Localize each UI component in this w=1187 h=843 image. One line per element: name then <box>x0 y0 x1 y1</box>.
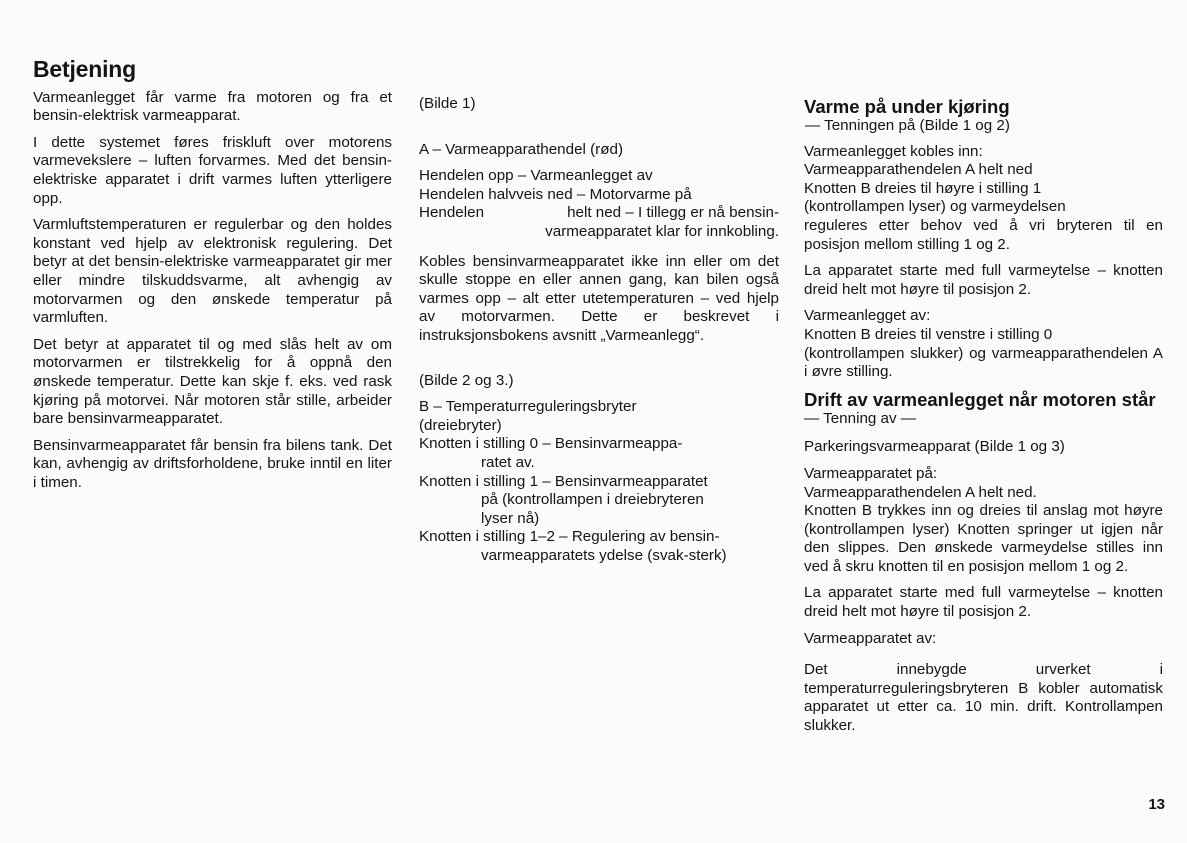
label-heater-off: Varmeapparatet av: <box>804 629 937 647</box>
label-heating-on: Varmeanlegget kobles inn: <box>804 142 983 160</box>
paragraph-auto-shutoff: Det innebygde urverket i temperaturreguleringsbryteren B kobler automatisk apparatet ut etter ca. 10 min. drift. Kontrollampen slukker. <box>804 661 1163 735</box>
section-parked-heat <box>804 389 1163 736</box>
label-heater-on: Varmeapparatet på: <box>804 464 938 482</box>
page-number: 13 <box>1148 796 1165 813</box>
subheading-ignition-off: — Tenning av — <box>804 409 916 427</box>
lever-position-down: Hendelen helt ned – I tillegg er nå bensin- <box>419 204 779 222</box>
switch-position-1: Knotten i stilling 1 – Bensinvarmeapparatet på (kontrollampen i dreiebryteren lyser nå) <box>419 472 708 527</box>
step-lamp-on: (kontrollampen lyser) og varmeydelsen <box>804 198 1066 216</box>
switch-position-1-2: Knotten i stilling 1–2 – Regulering av bensin- varmeapparatets ydelse (svak-sterk) <box>419 528 727 564</box>
heading-parked-heat: Drift av varmeanlegget når motoren står <box>804 388 1156 410</box>
step-lever-up: (kontrollampen slukker) og varmeapparathendelen A i øvre stilling. <box>804 344 1163 381</box>
paragraph-full-start: La apparatet starte med full varmeytelse – knotten dreid helt mot høyre til posisjon 2. <box>804 262 1163 298</box>
column-usage <box>804 96 1163 736</box>
lever-position-down-cont: varmeapparatet klar for innkobling. <box>545 222 779 240</box>
switch-positions <box>419 435 779 565</box>
switch-subtitle: (dreiebryter) <box>419 416 502 434</box>
switch-position-0: Knotten i stilling 0 – Bensinvarmeappa- ratet av. <box>419 435 683 471</box>
step-lever-down-parked: Varmeapparathendelen A helt ned. <box>804 483 1037 501</box>
heading-betjening: Betjening <box>33 56 136 82</box>
paragraph-full-start-parked: La apparatet starte med full varmeytelse – knotten dreid helt mot høyre til posisjon 2. <box>804 584 1163 621</box>
paragraph-fresh-air: I dette systemet føres friskluft over motorens varmevekslere – luften forvarmes. Med det bensin-elektriske apparatet i drift varmes luften ytterligere opp. <box>33 133 392 207</box>
switch-title: B – Temperaturreguleringsbryter <box>419 398 637 416</box>
step-knob-left: Knotten B dreies til venstre i stilling 0 <box>804 325 1053 343</box>
step-lever-down: Varmeapparathendelen A helt ned <box>804 161 1033 179</box>
lever-positions <box>419 167 779 241</box>
figure-ref-1: (Bilde 1) <box>419 95 476 112</box>
section-driving-heat <box>804 96 1163 382</box>
paragraph-fallback: Kobles bensinvarmeapparatet ikke inn eller om det skulle stoppe en eller annen gang, kan bilen også varmes opp – alt etter utetemperaturen – ved hjelp av motorvarmen. Dette er beskrevet i instruksjonsbokens avsnitt „Varmeanlegg“. <box>419 252 779 344</box>
paragraph-fuel-consumption: Bensinvarmeapparatet får bensin fra bilens tank. Det kan, avhengig av driftsforholdene, bruke inntil en liter i timen. <box>33 436 392 491</box>
subheading-ignition-on: — Tenningen på (Bilde 1 og 2) <box>805 117 1010 134</box>
step-turn-knob: Knotten B dreies til høyre i stilling 1 <box>804 179 1042 197</box>
paragraph-shutoff: Det betyr at apparatet til og med slås helt av om motorvarmen er tilstrekkelig for å oppnå den ønskede temperatur. Dette kan skje f. eks. ved rask kjøring på motorvei. Når motoren står stille, arbeider bare bensinvarmeapparatet. <box>33 335 392 428</box>
heading-driving-heat: Varme på under kjøring <box>804 96 1010 117</box>
lever-position-up: Hendelen opp – Varmeanlegget av <box>419 167 653 185</box>
lever-title: A – Varmeapparathendel (rød) <box>419 140 624 158</box>
step-push-knob: Knotten B trykkes inn og dreies til anslag mot høyre (kontrollampen lyser) Knotten springer ut igjen når den slippes. Den ønskede varmeydelse stilles inn ved å skru knotten til en posisjon mellom 1 og 2. <box>804 502 1163 575</box>
parking-heater-ref: Parkeringsvarmeapparat (Bilde 1 og 3) <box>804 438 1065 456</box>
column-controls <box>419 95 779 565</box>
step-regulate: reguleres etter behov ved å vri bryteren til en posisjon mellom stilling 1 og 2. <box>804 216 1163 253</box>
column-operation <box>33 56 392 492</box>
paragraph-regulation: Varmluftstemperaturen er regulerbar og den holdes konstant ved hjelp av elektronisk regulering. Det betyr at det bensin-elektriske varmeapparatet gir mer eller mindre tilskuddsvarme, alt avhengig av motorvarmen og den ønskede temperatur på varmluften. <box>33 216 392 327</box>
figure-ref-2: (Bilde 2 og 3.) <box>419 371 514 389</box>
lever-position-half: Hendelen halvveis ned – Motorvarme på <box>419 185 692 203</box>
label-heating-off: Varmeanlegget av: <box>804 307 931 325</box>
paragraph-intro: Varmeanlegget får varme fra motoren og fra et bensin-elektrisk varmeapparat. <box>33 88 392 125</box>
